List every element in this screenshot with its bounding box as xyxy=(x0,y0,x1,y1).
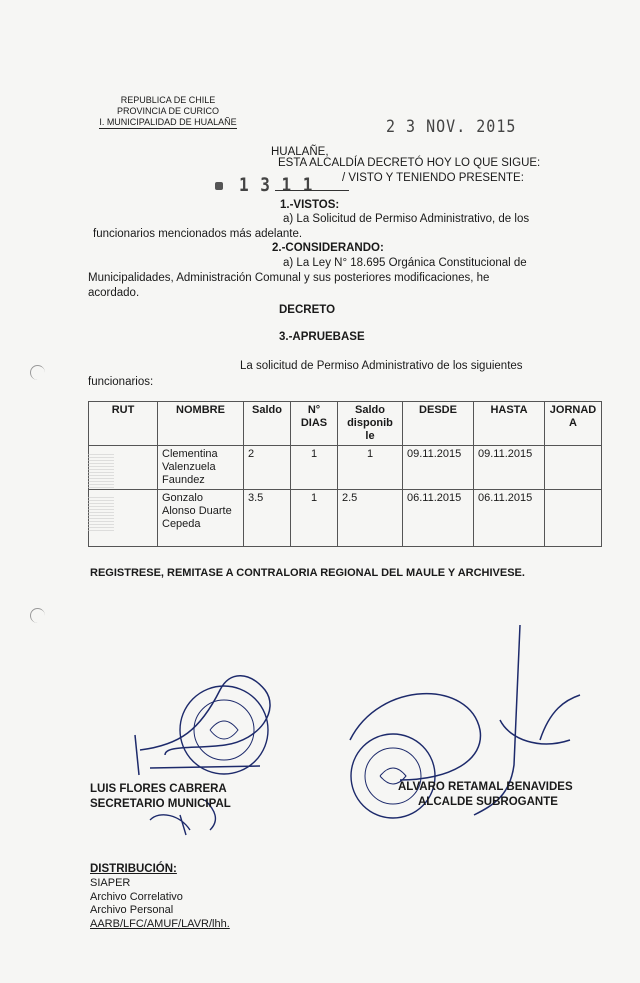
considerando-line3: acordado. xyxy=(88,287,140,299)
distribucion-item: SIAPER xyxy=(90,877,131,889)
cell-saldo: 3.5 xyxy=(244,490,291,547)
letterhead xyxy=(68,95,268,129)
vistos-heading: 1.-VISTOS: xyxy=(280,199,340,211)
table-header-row xyxy=(89,402,602,446)
distribucion-heading: DISTRIBUCIÓN: xyxy=(90,863,177,875)
cell-jornada xyxy=(545,490,602,547)
left-seal xyxy=(180,686,268,774)
registrese-line: REGISTRESE, REMITASE A CONTRALORIA REGIONAL DEL MAULE Y ARCHIVESE. xyxy=(90,567,525,579)
letterhead-municipality: I. MUNICIPALIDAD DE HUALAÑE xyxy=(99,117,237,127)
left-signature xyxy=(135,676,270,775)
cell-saldo: 2 xyxy=(244,446,291,490)
cell-dias: 1 xyxy=(291,490,338,547)
intro-text: ESTA ALCALDÍA DECRETÓ HOY LO QUE SIGUE: xyxy=(278,157,541,169)
distribucion-list xyxy=(90,877,230,931)
letterhead-country: REPUBLICA DE CHILE xyxy=(120,95,216,105)
cell-desde: 09.11.2015 xyxy=(403,446,474,490)
punch-mark xyxy=(30,365,45,380)
col-hasta: HASTA xyxy=(474,402,545,446)
right-signer-name: ALVARO RETAMAL BENAVIDES xyxy=(398,781,573,793)
vistos-line2: funcionarios mencionados más adelante. xyxy=(93,228,303,240)
cell-disponible: 1 xyxy=(338,446,403,490)
distribucion-item: AARB/LFC/AMUF/LAVR/lhh. xyxy=(90,917,230,930)
col-disponible: Saldo disponib le xyxy=(338,402,403,446)
col-jornada: JORNAD A xyxy=(545,402,602,446)
considerando-line1: a) La Ley N° 18.695 Orgánica Constitucional de xyxy=(283,257,527,269)
cell-disponible: 2.5 xyxy=(338,490,403,547)
cell-hasta: 06.11.2015 xyxy=(474,490,545,547)
apruebase-heading: 3.-APRUEBASE xyxy=(279,331,365,343)
decree-number: 1 3 1 1 xyxy=(239,173,314,196)
col-saldo: Saldo xyxy=(244,402,291,446)
decree-number-stamp xyxy=(215,175,355,195)
cell-nombre: Gonzalo Alonso Duarte Cepeda xyxy=(158,490,244,547)
considerando-heading: 2.-CONSIDERANDO: xyxy=(272,242,384,254)
decreto-heading: DECRETO xyxy=(279,304,336,316)
solicitud-line2: funcionarios: xyxy=(88,376,154,388)
solicitud-line1: La solicitud de Permiso Administrativo de los siguientes xyxy=(240,360,523,372)
decree-tail: / VISTO Y TENIENDO PRESENTE: xyxy=(342,172,524,184)
stamp-mark xyxy=(215,182,223,190)
cell-jornada xyxy=(545,446,602,490)
place: HUALAÑE, xyxy=(271,146,329,158)
distribucion-item: Archivo Personal xyxy=(90,904,174,916)
letterhead-province: PROVINCIA DE CURICO xyxy=(116,106,219,116)
left-signer-name: LUIS FLORES CABRERA xyxy=(90,783,227,795)
considerando-line2: Municipalidades, Administración Comunal y sus posteriores modificaciones, he xyxy=(88,272,490,284)
cell-dias: 1 xyxy=(291,446,338,490)
cell-desde: 06.11.2015 xyxy=(403,490,474,547)
col-rut: RUT xyxy=(89,402,158,446)
table-row xyxy=(89,490,602,547)
left-signer-title: SECRETARIO MUNICIPAL xyxy=(90,798,231,810)
vistos-line1: a) La Solicitud de Permiso Administrativo, de los xyxy=(283,213,530,225)
table-row xyxy=(89,446,602,490)
right-signer-title: ALCALDE SUBROGANTE xyxy=(418,796,558,808)
decree-underline xyxy=(275,190,349,191)
col-dias: N° DIAS xyxy=(291,402,338,446)
permissions-table xyxy=(88,401,602,547)
date-stamp: 2 3 NOV. 2015 xyxy=(386,115,517,137)
redacted-rut xyxy=(88,495,114,531)
cell-hasta: 09.11.2015 xyxy=(474,446,545,490)
col-nombre: NOMBRE xyxy=(158,402,244,446)
distribucion-item: Archivo Correlativo xyxy=(90,890,183,903)
col-desde: DESDE xyxy=(403,402,474,446)
cell-nombre: Clementina Valenzuela Faundez xyxy=(158,446,244,490)
redacted-rut xyxy=(88,452,114,488)
